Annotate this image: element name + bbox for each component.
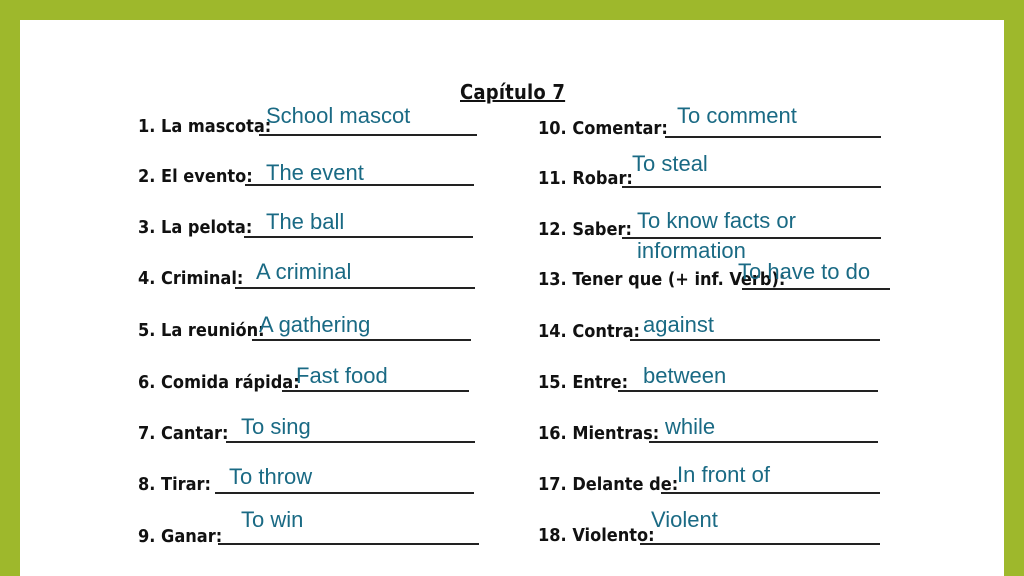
answer-13: To have to do: [738, 259, 871, 284]
term-10: 10. Comentar:: [538, 118, 668, 139]
answer-16: while: [665, 414, 716, 439]
answer-line-16: [649, 441, 878, 443]
term-12: 12. Saber:: [538, 219, 632, 240]
answer-line-17: [661, 492, 880, 494]
term-14: 14. Contra:: [538, 321, 640, 342]
answer-line-7: [226, 441, 475, 443]
answer-line-18: [640, 543, 880, 545]
term-4: 4. Criminal:: [138, 268, 244, 289]
answer-11: To steal: [632, 151, 708, 176]
answer-6: Fast food: [296, 363, 388, 388]
answer-7: To sing: [241, 414, 311, 439]
term-6: 6. Comida rápida:: [138, 372, 300, 393]
answer-line-4: [235, 287, 475, 289]
answer-14: against: [643, 312, 714, 337]
term-18: 18. Violento:: [538, 525, 655, 546]
term-7: 7. Cantar:: [138, 423, 229, 444]
term-1: 1. La mascota:: [138, 116, 272, 137]
answer-line-5: [252, 339, 471, 341]
answer-15: between: [643, 363, 727, 388]
answer-8: To throw: [229, 464, 313, 489]
term-16: 16. Mientras:: [538, 423, 660, 444]
answer-line-6: [282, 390, 469, 392]
term-3: 3. La pelota:: [138, 217, 253, 238]
term-15: 15. Entre:: [538, 372, 629, 393]
answer-17: In front of: [677, 462, 770, 487]
answer-18: Violent: [651, 507, 718, 532]
term-17: 17. Delante de:: [538, 474, 679, 495]
term-2: 2. El evento:: [138, 166, 253, 187]
answer-12: To know facts or information: [637, 208, 796, 263]
answer-line-15: [618, 390, 878, 392]
term-5: 5. La reunión:: [138, 320, 265, 341]
answer-line-14: [630, 339, 880, 341]
answer-line-8: [215, 492, 474, 494]
term-11: 11. Robar:: [538, 168, 633, 189]
answer-line-11: [622, 186, 881, 188]
answer-line-1: [259, 134, 477, 136]
answer-5: A gathering: [259, 312, 371, 337]
answer-2: The event: [266, 160, 364, 185]
answer-10: To comment: [677, 103, 797, 128]
term-9: 9. Ganar:: [138, 526, 223, 547]
answer-1: School mascot: [266, 103, 411, 128]
term-8: 8. Tirar:: [138, 474, 212, 495]
answer-line-13: [742, 288, 890, 290]
term-13: 13. Tener que (+ inf. Verb):: [538, 269, 786, 290]
answer-3: The ball: [266, 209, 345, 234]
worksheet-title: Capítulo 7: [460, 80, 566, 104]
answer-4: A criminal: [256, 259, 352, 284]
answer-line-9: [218, 543, 479, 545]
answer-9: To win: [241, 507, 304, 532]
answer-line-3: [244, 236, 473, 238]
answer-line-10: [665, 136, 881, 138]
